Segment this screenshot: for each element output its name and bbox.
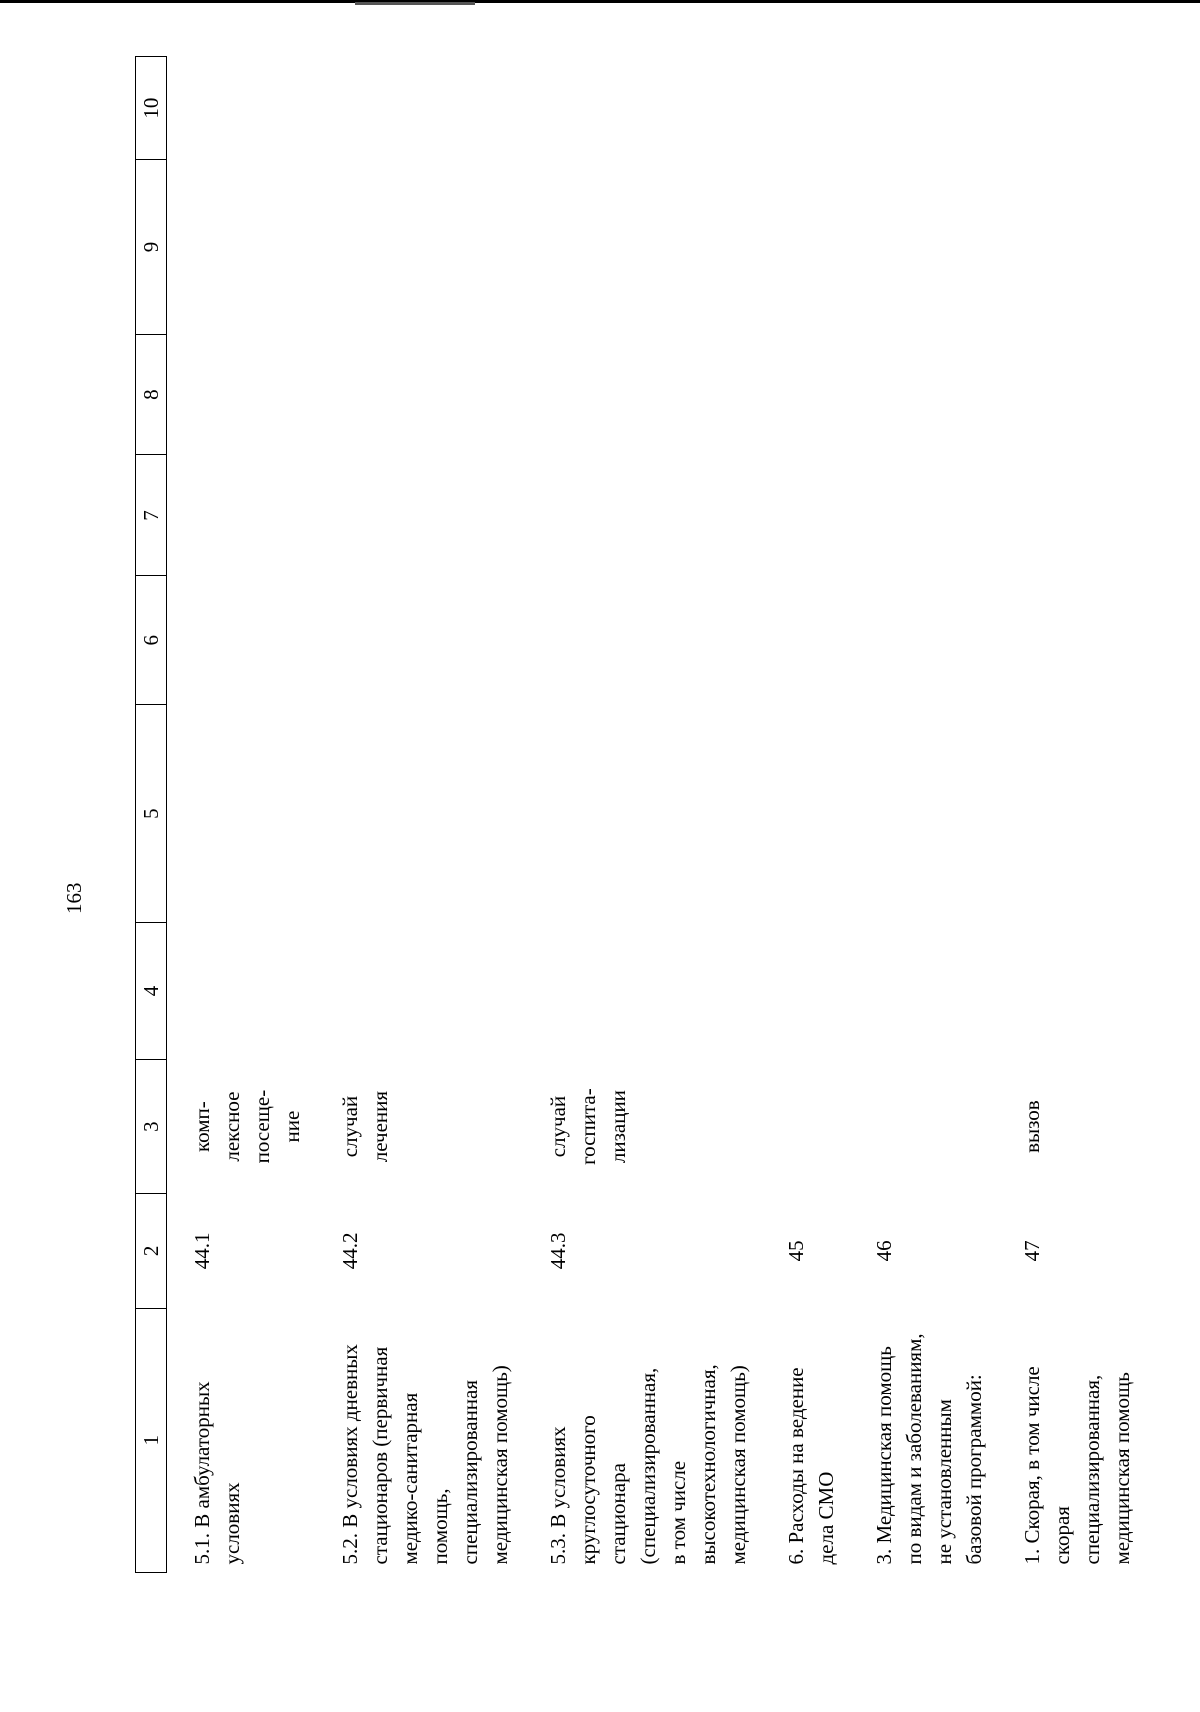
- empty-cell: [315, 160, 523, 334]
- data-table: [135, 56, 1145, 1573]
- table-row: [167, 57, 316, 1573]
- empty-cell: [523, 576, 761, 705]
- row-name: 1. Скорая, в том числе скорая специализированная, медицинская помощь: [1020, 1366, 1134, 1565]
- row-unit: случай госпита- лизации: [546, 1088, 630, 1165]
- row-line-number: 47: [1020, 1240, 1044, 1262]
- empty-cell: [315, 334, 523, 455]
- empty-cell: [167, 334, 316, 455]
- header-cell: 4: [136, 923, 167, 1060]
- header-cell: 2: [136, 1194, 167, 1308]
- header-cell: 8: [136, 334, 167, 455]
- empty-cell: [997, 923, 1145, 1060]
- empty-cell: [315, 923, 523, 1060]
- empty-cell: [761, 705, 849, 923]
- header-row: [136, 57, 167, 1573]
- empty-cell: [315, 705, 523, 923]
- table-row: [761, 57, 849, 1573]
- header-cell: 3: [136, 1059, 167, 1193]
- empty-cell: [167, 923, 316, 1060]
- empty-cell: [167, 455, 316, 576]
- empty-cell: [315, 576, 523, 705]
- empty-cell: [167, 705, 316, 923]
- empty-cell: [997, 576, 1145, 705]
- header-cell: 9: [136, 160, 167, 334]
- empty-cell: [997, 455, 1145, 576]
- empty-cell: [761, 334, 849, 455]
- empty-cell: [997, 705, 1145, 923]
- empty-cell: [761, 57, 849, 160]
- empty-cell: [761, 160, 849, 334]
- row-name: 5.2. В условиях дневных стационаров (первичная медико-санитарная помощь, специализированная медицинская помощь): [338, 1344, 512, 1565]
- page-number: 163: [62, 882, 86, 914]
- empty-cell: [761, 576, 849, 705]
- table-row: [997, 57, 1145, 1573]
- row-line-number: 44.1: [190, 1232, 214, 1270]
- row-unit: [761, 1059, 849, 1193]
- empty-cell: [997, 57, 1145, 160]
- empty-cell: [997, 160, 1145, 334]
- row-line-number: 45: [784, 1240, 808, 1262]
- empty-cell: [523, 705, 761, 923]
- header-cell: 7: [136, 455, 167, 576]
- scan-top-border: [0, 0, 1200, 3]
- empty-cell: [167, 57, 316, 160]
- row-line-number: 46: [872, 1240, 896, 1262]
- table-row: [849, 57, 997, 1573]
- table-row: [523, 57, 761, 1573]
- empty-cell: [523, 923, 761, 1060]
- empty-cell: [849, 923, 997, 1060]
- empty-cell: [849, 576, 997, 705]
- empty-cell: [167, 576, 316, 705]
- row-unit: [849, 1059, 997, 1193]
- row-name: 3. Медицинская помощь по видам и заболеваниям, не установленным базовой программой:: [872, 1333, 986, 1565]
- row-name: 6. Расходы на ведение дела СМО: [784, 1367, 838, 1565]
- rotated-page: [0, 56, 1134, 1656]
- row-name: 5.1. В амбулаторных условиях: [190, 1381, 244, 1565]
- header-cell: 10: [136, 57, 167, 160]
- row-unit: комп- лексное посеще- ние: [190, 1089, 304, 1164]
- empty-cell: [523, 334, 761, 455]
- header-cell: 6: [136, 576, 167, 705]
- empty-cell: [167, 160, 316, 334]
- empty-cell: [761, 923, 849, 1060]
- row-unit: случай лечения: [338, 1090, 392, 1163]
- row-unit: вызов: [1020, 1100, 1044, 1153]
- empty-cell: [315, 455, 523, 576]
- empty-cell: [849, 57, 997, 160]
- row-line-number: 44.2: [338, 1232, 362, 1270]
- header-cell: 5: [136, 705, 167, 923]
- empty-cell: [849, 334, 997, 455]
- header-cell: 1: [136, 1308, 167, 1572]
- table-row: [315, 57, 523, 1573]
- row-line-number: 44.3: [546, 1232, 570, 1270]
- empty-cell: [761, 455, 849, 576]
- empty-cell: [523, 455, 761, 576]
- empty-cell: [997, 334, 1145, 455]
- empty-cell: [315, 57, 523, 160]
- empty-cell: [523, 160, 761, 334]
- empty-cell: [849, 705, 997, 923]
- scan-top-mark: [355, 2, 475, 5]
- empty-cell: [523, 57, 761, 160]
- empty-cell: [849, 160, 997, 334]
- row-name: 5.3. В условиях круглосуточного стационара (специализированная, в том числе высокотехнологичная, медицинская помощь): [546, 1364, 750, 1565]
- empty-cell: [849, 455, 997, 576]
